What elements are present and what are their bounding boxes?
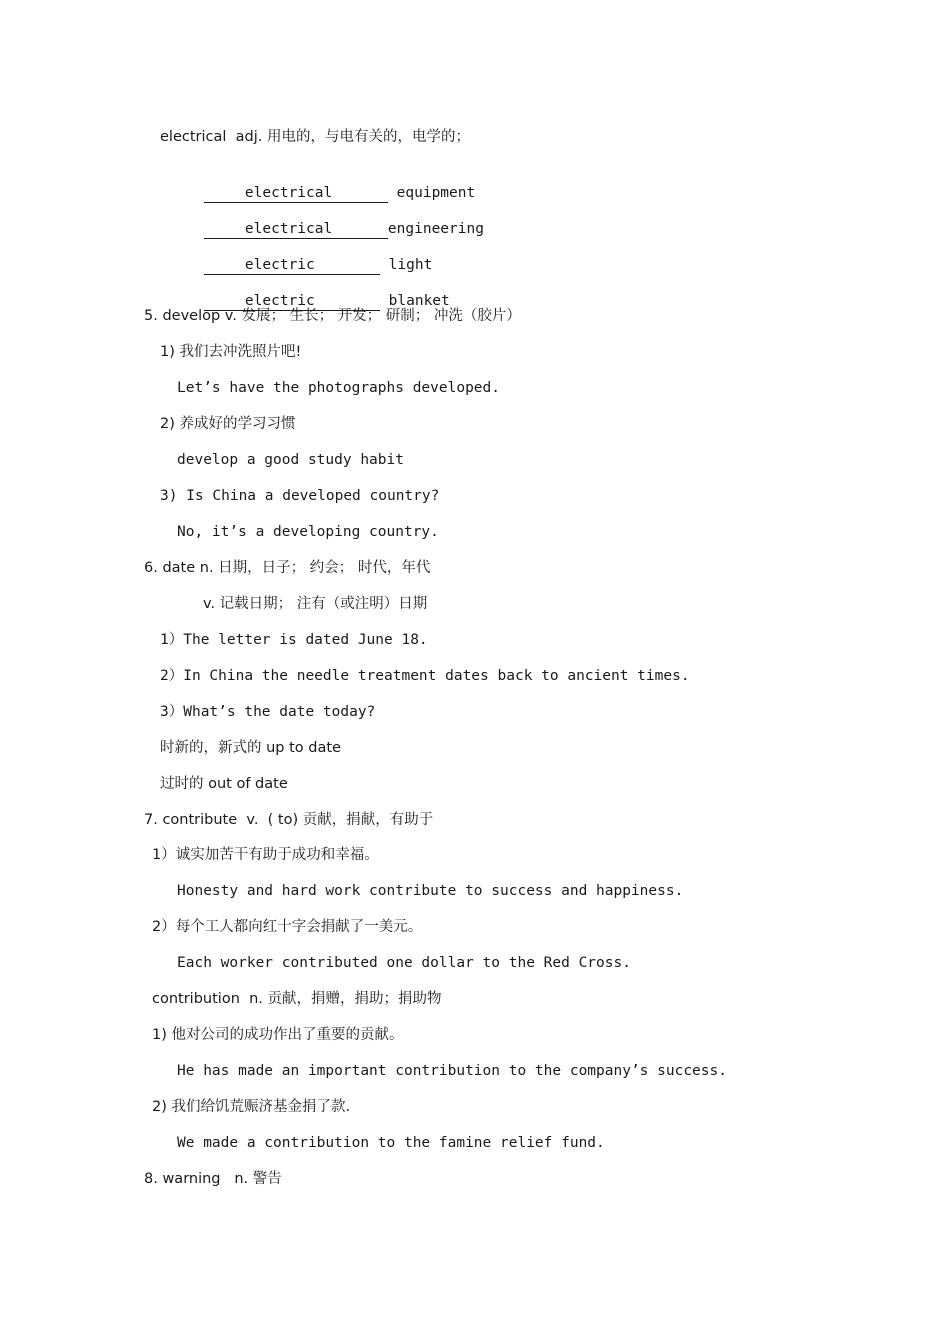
blank-tail: blanket [379,293,450,309]
example-item: 1）The letter is dated June 18. [160,632,428,648]
entry-heading-develop: 5. develop v. 发展； 生长； 开发； 研制； 冲洗（胶片） [144,308,521,324]
example-item: 1）诚实加苦干有助于成功和幸福。 [152,847,379,863]
example-translation: No, it’s a developing country. [177,524,439,540]
blank-tail: light [379,257,433,273]
entry-heading-contribute: 7. contribute v. ( to) 贡献，捐献，有助于 [144,812,434,828]
phrase-item: 时新的，新式的 up to date [160,740,341,756]
entry-electrical-definition: electrical adj. 用电的，与电有关的，电学的； [160,129,470,145]
blank-answer: electric [244,293,315,309]
example-translation: Each worker contributed one dollar to the Red Cross. [177,955,631,971]
blank-answer: electrical [244,185,333,201]
example-item: 2) 我们给饥荒赈济基金捐了款. [152,1099,351,1115]
example-item: 2）每个工人都向红十字会捐献了一美元。 [152,919,423,935]
example-item: 2) 养成好的学习习惯 [160,416,296,432]
blank-answer: electric [244,257,315,273]
blank-answer: electrical [244,221,333,237]
example-item: 1) 我们去冲洗照片吧! [160,344,302,360]
entry-subdefinition: v. 记载日期； 注有（或注明）日期 [203,596,428,612]
entry-contribution-definition: contribution n. 贡献，捐赠，捐助；捐助物 [152,991,442,1007]
example-item: 3) Is China a developed country? [160,488,440,504]
example-translation: He has made an important contribution to the company’s success. [177,1063,727,1079]
blank-tail: equipment [387,185,476,201]
phrase-item: 过时的 out of date [160,776,288,792]
entry-heading-date: 6. date n. 日期，日子； 约会； 时代，年代 [144,560,431,576]
blank-tail: engineering [387,221,484,237]
example-translation: We made a contribution to the famine relief fund. [177,1135,605,1151]
entry-heading-warning: 8. warning n. 警告 [144,1171,282,1187]
example-translation: develop a good study habit [177,452,404,468]
example-item: 2）In China the needle treatment dates back to ancient times. [160,668,690,684]
example-item: 3）What’s the date today? [160,704,376,720]
example-translation: Honesty and hard work contribute to success and happiness. [177,883,684,899]
example-translation: Let’s have the photographs developed. [177,380,501,396]
example-item: 1) 他对公司的成功作出了重要的贡献。 [152,1027,404,1043]
